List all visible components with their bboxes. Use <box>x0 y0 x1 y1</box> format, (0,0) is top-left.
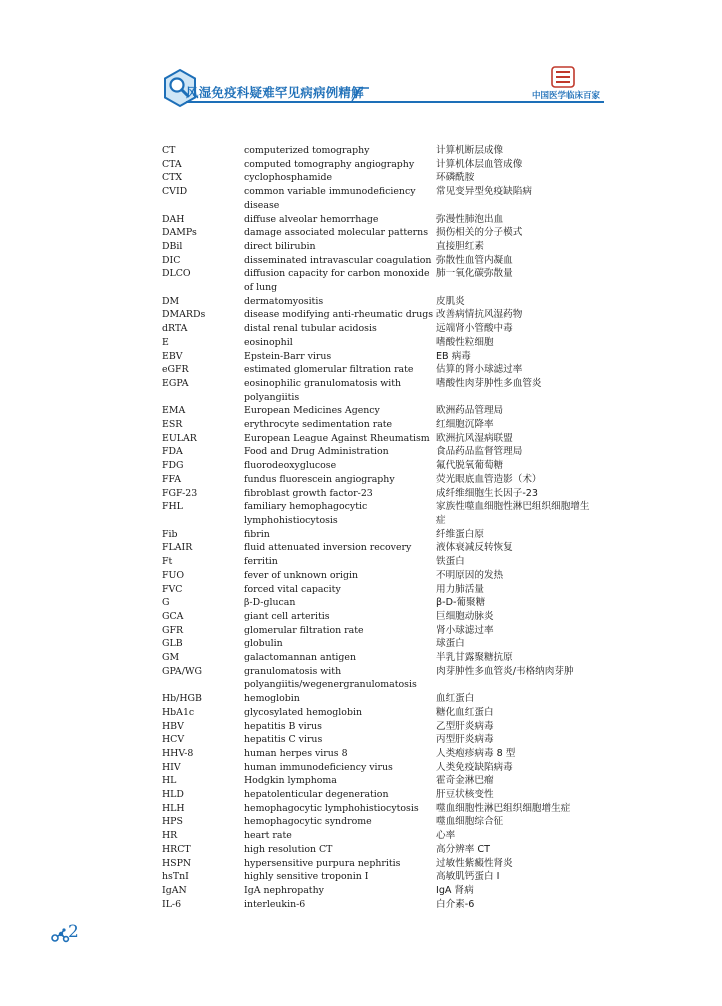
abbreviation: HCV <box>162 734 185 746</box>
abbreviation: HLD <box>162 789 184 801</box>
chinese-term: 荧光眼底血管造影（术） <box>436 473 542 485</box>
abbreviation: E <box>162 336 169 348</box>
chinese-term: 血红蛋白 <box>436 693 475 705</box>
abbreviation: FLAIR <box>162 542 193 554</box>
table-row <box>162 185 602 212</box>
english-term: Food and Drug Administration <box>244 446 389 458</box>
abbreviation: G <box>162 597 170 609</box>
english-term: disease modifying anti-rheumatic drugs <box>244 309 434 321</box>
abbreviation: eGFR <box>162 364 189 376</box>
table-row <box>162 487 602 501</box>
english-term: computed tomography angiography <box>244 158 415 170</box>
abbreviation: Fib <box>162 528 178 540</box>
abbreviation: CT <box>162 145 176 156</box>
chinese-term: 球蛋白 <box>436 638 465 650</box>
abbreviation: Ft <box>162 556 173 568</box>
english-term: distal renal tubular acidosis <box>244 323 377 335</box>
table-row <box>162 295 602 309</box>
chinese-term: 家族性噬血细胞性淋巴组织细胞增生症 <box>436 501 590 526</box>
english-term: β-D-glucan <box>244 597 296 609</box>
chinese-term: 食品药品监督管理局 <box>436 446 523 458</box>
chinese-term: 直接胆红素 <box>436 240 484 252</box>
abbreviation: FVC <box>162 583 183 595</box>
chinese-term: 嗜酸性粒细胞 <box>436 336 494 348</box>
english-term: cyclophosphamide <box>244 172 333 184</box>
table-row <box>162 254 602 268</box>
chinese-term: 纤维蛋白原 <box>436 528 484 540</box>
english-term: diffuse alveolar hemorrhage <box>244 213 379 225</box>
chinese-term: β-D-葡聚糖 <box>436 597 486 609</box>
english-term: fluid attenuated inversion recovery <box>244 542 412 554</box>
abbreviation: GCA <box>162 610 184 622</box>
table-row <box>162 843 602 857</box>
table-row <box>162 815 602 829</box>
table-row <box>162 555 602 569</box>
english-term: glomerular filtration rate <box>244 624 364 636</box>
table-row <box>162 624 602 638</box>
english-term: IgA nephropathy <box>244 884 324 896</box>
table-row <box>162 747 602 761</box>
chinese-term: 液体衰减反转恢复 <box>436 542 513 554</box>
english-term: fundus fluorescein angiography <box>244 473 395 485</box>
abbreviation: FGF-23 <box>162 487 198 499</box>
table-row <box>162 473 602 487</box>
table-row <box>162 583 602 597</box>
chinese-term: 人类疱疹病毒 8 型 <box>436 747 516 759</box>
table-row <box>162 541 602 555</box>
english-term: dermatomyositis <box>244 295 324 307</box>
abbreviation: GM <box>162 652 180 664</box>
table-row <box>162 500 602 527</box>
english-term: granulomatosis with polyangiitis/wegenergranulomatosis <box>244 665 417 691</box>
page-number: 2 <box>68 922 79 942</box>
table-row <box>162 418 602 432</box>
abbreviation: CVID <box>162 186 188 198</box>
chinese-term: 白介素-6 <box>436 898 475 910</box>
table-row <box>162 788 602 802</box>
english-term: hemophagocytic lymphohistiocytosis <box>244 802 419 814</box>
abbreviation: IL-6 <box>162 898 182 910</box>
english-term: fever of unknown origin <box>244 569 359 581</box>
series-name: 中国医学临床百家 <box>531 91 600 101</box>
abbreviation: HRCT <box>162 843 191 855</box>
abbreviation: HbA1c <box>162 706 195 718</box>
table-row <box>162 692 602 706</box>
abbreviation: DMARDs <box>162 309 206 321</box>
chinese-term: 噬血细胞综合征 <box>436 816 504 828</box>
chinese-term: 乙型肝炎病毒 <box>436 720 494 732</box>
table-row <box>162 761 602 775</box>
table-row <box>162 459 602 473</box>
english-term: familiary hemophagocytic lymphohistiocytosis <box>244 501 368 526</box>
table-row <box>162 596 602 610</box>
molecule-icon <box>50 928 70 944</box>
english-term: eosinophil <box>244 336 293 348</box>
abbreviation: ESR <box>162 419 183 431</box>
chinese-term: 高分辨率 CT <box>436 843 490 855</box>
english-term: high resolution CT <box>244 843 333 855</box>
english-term: interleukin-6 <box>244 898 306 910</box>
english-term: damage associated molecular patterns <box>244 227 429 239</box>
abbreviation: FFA <box>162 473 181 485</box>
abbreviation: EGPA <box>162 377 189 389</box>
chinese-term: 肾小球滤过率 <box>436 624 494 636</box>
chinese-term: 估算的肾小球滤过率 <box>436 364 523 376</box>
table-row <box>162 651 602 665</box>
table-row <box>162 363 602 377</box>
abbreviation: HLH <box>162 802 185 814</box>
chinese-term: 霍奇金淋巴瘤 <box>436 775 494 787</box>
table-row <box>162 377 602 404</box>
table-row <box>162 171 602 185</box>
chinese-term: 心率 <box>436 830 456 842</box>
abbreviation: HIV <box>162 761 181 773</box>
table-row <box>162 774 602 788</box>
english-term: fibrin <box>244 528 270 540</box>
abbreviation: FDG <box>162 460 184 472</box>
english-term: diffusion capacity for carbon monoxide of lung <box>244 268 430 294</box>
table-row <box>162 720 602 734</box>
table-row <box>162 432 602 446</box>
english-term: hypersensitive purpura nephritis <box>244 857 401 869</box>
abbreviation: FHL <box>162 501 183 513</box>
chinese-term: 弥散性血管内凝血 <box>436 254 513 266</box>
english-term: Epstein-Barr virus <box>244 350 332 362</box>
table-row <box>162 829 602 843</box>
english-term: human immunodeficiency virus <box>244 761 393 773</box>
table-row <box>162 267 602 294</box>
abbreviation: GPA/WG <box>162 665 202 677</box>
chinese-term: 红细胞沉降率 <box>436 419 494 431</box>
chinese-term: 高敏肌钙蛋白 I <box>436 871 500 883</box>
abbreviation: CTA <box>162 158 182 170</box>
chinese-term: 用力肺活量 <box>436 583 484 595</box>
english-term: disseminated intravascular coagulation <box>244 254 432 266</box>
chinese-term: 肉芽肿性多血管炎/韦格纳肉芽肿 <box>436 665 574 677</box>
table-row <box>162 404 602 418</box>
table-row <box>162 158 602 172</box>
abbreviation: CTX <box>162 172 183 184</box>
abbreviation: HSPN <box>162 857 192 869</box>
chinese-term: 人类免疫缺陷病毒 <box>436 761 513 773</box>
english-term: direct bilirubin <box>244 240 316 252</box>
abbreviation: FDA <box>162 446 183 458</box>
chinese-term: 肝豆状核变性 <box>436 789 494 801</box>
chinese-term: 氟代脱氧葡萄糖 <box>436 460 504 472</box>
chinese-term: 糖化血红蛋白 <box>436 706 494 718</box>
chinese-term: 常见变异型免疫缺陷病 <box>436 186 532 198</box>
table-row <box>162 226 602 240</box>
chinese-term: EB 病毒 <box>436 350 471 362</box>
table-row <box>162 322 602 336</box>
abbreviation: DAH <box>162 213 185 225</box>
chinese-term: 铁蛋白 <box>436 556 465 568</box>
chinese-term: 计算机体层血管成像 <box>436 158 523 170</box>
abbreviation: EMA <box>162 405 186 417</box>
table-row <box>162 445 602 459</box>
table-row <box>162 870 602 884</box>
abbreviation: GLB <box>162 638 183 650</box>
abbreviation: HL <box>162 775 177 787</box>
english-term: globulin <box>244 638 283 650</box>
chinese-term: 计算机断层成像 <box>436 145 504 156</box>
english-term: ferritin <box>244 556 278 568</box>
chinese-term: 成纤维细胞生长因子-23 <box>436 487 539 499</box>
english-term: hepatitis B virus <box>244 720 322 732</box>
english-term: erythrocyte sedimentation rate <box>244 419 393 431</box>
abbreviation: IgAN <box>162 884 187 896</box>
chinese-term: 丙型肝炎病毒 <box>436 734 494 746</box>
chinese-term: 嗜酸性肉芽肿性多血管炎 <box>436 377 542 389</box>
english-term: common variable immunodeficiency disease <box>244 186 416 211</box>
table-row <box>162 610 602 624</box>
abbreviation: dRTA <box>162 323 188 335</box>
english-term: eosinophilic granulomatosis with polyangiitis <box>244 377 402 403</box>
chinese-term: 过敏性紫癜性肾炎 <box>436 857 513 869</box>
abbreviation: EULAR <box>162 432 197 444</box>
chinese-term: 改善病情抗风湿药物 <box>436 309 523 321</box>
header-rule <box>186 101 604 103</box>
abbreviation: DLCO <box>162 268 191 280</box>
abbreviation: HBV <box>162 720 184 732</box>
chinese-term: 噬血细胞性淋巴组织细胞增生症 <box>436 802 571 814</box>
chinese-term: 欧洲药品管理局 <box>436 405 504 417</box>
abbreviation: HR <box>162 830 178 842</box>
english-term: fluorodeoxyglucose <box>244 460 337 472</box>
table-row <box>162 706 602 720</box>
table-row <box>162 308 602 322</box>
table-row <box>162 569 602 583</box>
table-row <box>162 665 602 692</box>
table-row <box>162 336 602 350</box>
table-row <box>162 144 602 158</box>
english-term: human herpes virus 8 <box>244 747 348 759</box>
english-term: heart rate <box>244 830 292 842</box>
abbreviation: HPS <box>162 816 183 828</box>
table-row <box>162 857 602 871</box>
english-term: forced vital capacity <box>244 583 341 595</box>
abbreviation: Hb/HGB <box>162 693 202 705</box>
table-row <box>162 240 602 254</box>
abbreviation: DIC <box>162 254 181 266</box>
english-term: European Medicines Agency <box>244 405 380 417</box>
english-term: highly sensitive troponin I <box>244 871 369 883</box>
table-row <box>162 898 602 912</box>
table-row <box>162 802 602 816</box>
table-row <box>162 637 602 651</box>
chinese-term: 弥漫性肺泡出血 <box>436 213 504 225</box>
abbreviation: FUO <box>162 569 185 581</box>
table-row <box>162 213 602 227</box>
table-row <box>162 884 602 898</box>
chinese-term: 肺一氧化碳弥散量 <box>436 268 513 280</box>
chinese-term: 半乳甘露聚糖抗原 <box>436 652 513 664</box>
english-term: giant cell arteritis <box>244 610 330 622</box>
chinese-term: 环磷酰胺 <box>436 172 475 184</box>
english-term: fibroblast growth factor-23 <box>244 487 373 499</box>
english-term: European League Against Rheumatism <box>244 432 430 444</box>
abbreviation: DBil <box>162 240 183 252</box>
chinese-term: 损伤相关的分子模式 <box>436 227 523 239</box>
abbreviation: GFR <box>162 624 184 636</box>
abbreviation: DAMPs <box>162 227 197 239</box>
table-row <box>162 528 602 542</box>
abbreviation: HHV-8 <box>162 747 194 759</box>
abbreviation: DM <box>162 295 180 307</box>
title-tail-ornament <box>350 86 370 102</box>
english-term: galactomannan antigen <box>244 652 356 664</box>
chinese-term: 皮肌炎 <box>436 295 465 307</box>
chinese-term: IgA 肾病 <box>436 884 474 896</box>
chinese-term: 不明原因的发热 <box>436 569 504 581</box>
table-row <box>162 733 602 747</box>
english-term: glycosylated hemoglobin <box>244 706 362 718</box>
english-term: hepatolenticular degeneration <box>244 789 389 801</box>
chinese-term: 欧洲抗风湿病联盟 <box>436 432 513 444</box>
table-row <box>162 350 602 364</box>
abbreviation: hsTnI <box>162 871 189 883</box>
english-term: Hodgkin lymphoma <box>244 775 337 787</box>
abbreviation: EBV <box>162 350 183 362</box>
english-term: hepatitis C virus <box>244 734 323 746</box>
english-term: hemoglobin <box>244 693 300 705</box>
abbreviation-table <box>162 144 602 911</box>
english-term: hemophagocytic syndrome <box>244 816 372 828</box>
series-logo <box>551 66 575 88</box>
english-term: estimated glomerular filtration rate <box>244 364 414 376</box>
english-term: computerized tomography <box>244 145 370 156</box>
chinese-term: 巨细胞动脉炎 <box>436 610 494 622</box>
book-title: 风湿免疫科疑难罕见病病例精解 <box>186 85 364 100</box>
chinese-term: 远端肾小管酸中毒 <box>436 323 513 335</box>
